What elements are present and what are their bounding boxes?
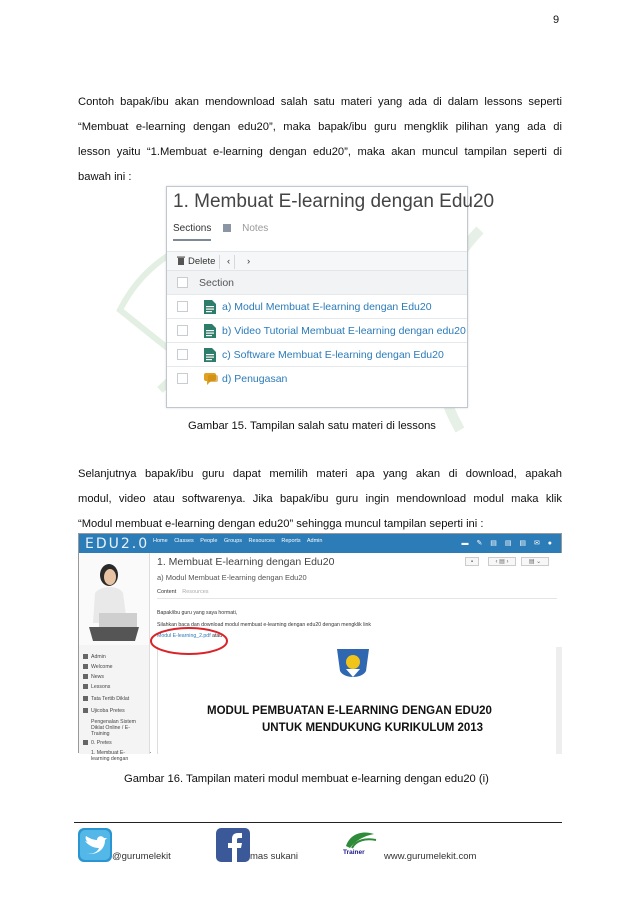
sidebar-item-welcome[interactable]	[83, 664, 113, 670]
lesson-tabs	[173, 223, 278, 234]
chat-bubble-icon	[204, 372, 218, 386]
nav-reports[interactable]: Reports	[281, 538, 301, 544]
edu20-logo: EDU2.0	[85, 536, 150, 552]
nav-menu	[153, 538, 327, 544]
count-badge	[223, 224, 231, 232]
tab-sections[interactable]: Sections	[173, 223, 211, 241]
text-line: lesson yaitu “1.Membuat e-learning dengan edu20”, maka akan muncul tampilan seperti di	[78, 146, 562, 158]
row-checkbox[interactable]	[177, 301, 188, 312]
trash-icon	[177, 256, 185, 265]
sidebar-label: Tata Tertib Diklat	[91, 696, 130, 702]
document-title: MODUL PEMBUATAN E-LEARNING DENGAN EDU20	[207, 705, 492, 717]
module-download-link[interactable]: Modul E-learning_2.pdf	[157, 633, 211, 639]
delete-label: Delete	[188, 256, 216, 267]
content-tabs	[157, 589, 209, 595]
section-link[interactable]: c) Software Membuat E-learning dengan Edu20	[222, 349, 444, 361]
section-link[interactable]: a) Modul Membuat E-learning dengan Edu20	[222, 301, 432, 313]
delete-button[interactable]	[173, 255, 220, 269]
text-line: Selanjutnya bapak/ibu guru dapat memilih materi apa yang akan di download, apakah	[78, 468, 562, 480]
book-icon	[83, 684, 88, 689]
sidebar-label: Ujicoba Pretes	[91, 708, 125, 714]
nav-resources[interactable]: Resources	[248, 538, 275, 544]
text-line: bawah ini :	[78, 171, 132, 183]
text-line: “Modul membuat e-learning dengan edu20” sehingga muncul tampilan seperti ini :	[78, 518, 484, 530]
next-button[interactable]: ›	[247, 256, 251, 267]
tab-resources[interactable]: Resources	[182, 589, 209, 595]
section-title: a) Modul Membuat E-learning dengan Edu20	[157, 573, 307, 582]
document-icon	[204, 324, 216, 338]
figure-caption: Gambar 15. Tampilan salah satu materi di lessons	[188, 420, 436, 432]
text-line: modul, video atau softwarenya. Jika bapak/ibu guru ingin mendownload modul maka klik	[78, 493, 562, 505]
section-row[interactable]	[167, 295, 467, 319]
section-row[interactable]	[167, 319, 467, 343]
folder-icon	[83, 708, 88, 713]
row-checkbox[interactable]	[177, 349, 188, 360]
sidebar-item-pretes[interactable]	[83, 740, 112, 746]
folder-icon	[83, 696, 88, 701]
sidebar-label: 0. Pretes	[91, 740, 112, 746]
sidebar-item-lessons[interactable]	[83, 684, 110, 690]
figure-caption: Gambar 16. Tampilan materi modul membuat e-learning dengan edu20 (i)	[124, 773, 489, 785]
document-icon	[204, 300, 216, 314]
section-link[interactable]: d) Penugasan	[222, 373, 288, 385]
sidebar-item-pengenalan[interactable]: Pengenalan Sistem Diklat Online / E-Training	[91, 719, 136, 737]
tab-notes[interactable]: Notes	[242, 223, 269, 234]
nav-buttons[interactable]: ‹ ▤ ›	[488, 557, 516, 566]
page-number: 9	[553, 14, 560, 26]
paragraph-select	[78, 462, 562, 537]
nav-home[interactable]: Home	[153, 538, 168, 544]
sections-toolbar	[167, 251, 467, 271]
sidebar-label: Admin	[91, 654, 106, 660]
sidebar-item-admin[interactable]	[83, 654, 106, 660]
row-checkbox[interactable]	[177, 373, 188, 384]
paragraph-intro	[78, 90, 562, 190]
facebook-icon	[216, 828, 250, 862]
tut-wuri-handayani-logo	[334, 649, 372, 685]
sidebar-label: Lessons	[91, 684, 111, 690]
section-link[interactable]: b) Video Tutorial Membuat E-learning dengan edu20	[222, 325, 466, 337]
header-label: Section	[199, 277, 235, 289]
figure-module-view	[78, 533, 562, 762]
facebook-name: mas sukani	[250, 851, 299, 862]
delete-button[interactable]: ▪	[465, 557, 479, 566]
options-buttons[interactable]: ▤ ⌄	[521, 557, 549, 566]
divider	[157, 598, 557, 599]
row-checkbox[interactable]	[177, 325, 188, 336]
table-header-row	[167, 271, 467, 295]
section-row[interactable]	[167, 343, 467, 367]
gear-icon	[83, 654, 88, 659]
sidebar-item-ujicoba[interactable]	[83, 708, 125, 714]
section-row[interactable]	[167, 367, 467, 391]
lesson-title: 1. Membuat E-learning dengan Edu20	[173, 191, 495, 212]
top-navbar	[79, 534, 561, 553]
text-line: Contoh bapak/ibu akan mendownload salah satu materi yang ada di dalam lessons seperti	[78, 96, 562, 108]
website-url: www.gurumelekit.com	[384, 851, 477, 862]
highlight-ellipse	[149, 626, 229, 656]
figure-lesson-sections	[166, 186, 495, 408]
twitter-icon	[78, 828, 112, 862]
text-line: “Membuat e-learning dengan edu20”, maka bapak/ibu guru mengklik pilihan yang ada di	[78, 121, 562, 133]
sidebar-item-tata-tertib[interactable]	[83, 696, 129, 702]
nav-icons[interactable]: ▬ ✎ ▤ ▤ ▤ ✉ ●	[461, 540, 555, 547]
document-subtitle: UNTUK MENDUKUNG KURIKULUM 2013	[262, 722, 484, 734]
home-icon	[83, 664, 88, 669]
sidebar-item-news[interactable]	[83, 674, 104, 680]
footer-divider	[74, 822, 562, 823]
scrollbar[interactable]	[556, 647, 562, 754]
pdf-viewer[interactable]	[157, 647, 557, 754]
tab-content[interactable]: Content	[157, 589, 177, 595]
user-photo	[79, 553, 149, 645]
nav-classes[interactable]: Classes	[174, 538, 194, 544]
greeting-text: Bapak/ibu guru yang saya hormati,	[157, 610, 238, 616]
twitter-handle: @gurumelekit	[112, 851, 171, 862]
prev-button[interactable]: ‹	[223, 255, 235, 269]
document-icon	[204, 348, 216, 362]
lesson-title: 1. Membuat E-learning dengan Edu20	[157, 556, 335, 568]
folder-icon	[83, 740, 88, 745]
sidebar-item-membuat[interactable]: 1. Membuat E-learning dengan	[91, 750, 129, 762]
nav-admin[interactable]: Admin	[306, 538, 323, 544]
sidebar-label: News	[91, 674, 104, 680]
news-icon	[83, 674, 88, 679]
select-all-checkbox[interactable]	[177, 277, 188, 288]
trainer-label: Trainer	[343, 849, 365, 856]
instruction-text: Silahkan baca dan download modul membuat e-learning dengan edu20 dengan mengklik link	[157, 622, 371, 628]
nav-people[interactable]: People	[200, 538, 218, 544]
link-suffix: atau	[212, 633, 223, 639]
sidebar	[79, 553, 150, 762]
nav-groups[interactable]: Groups	[223, 538, 243, 544]
sidebar-label: Welcome	[91, 664, 113, 670]
